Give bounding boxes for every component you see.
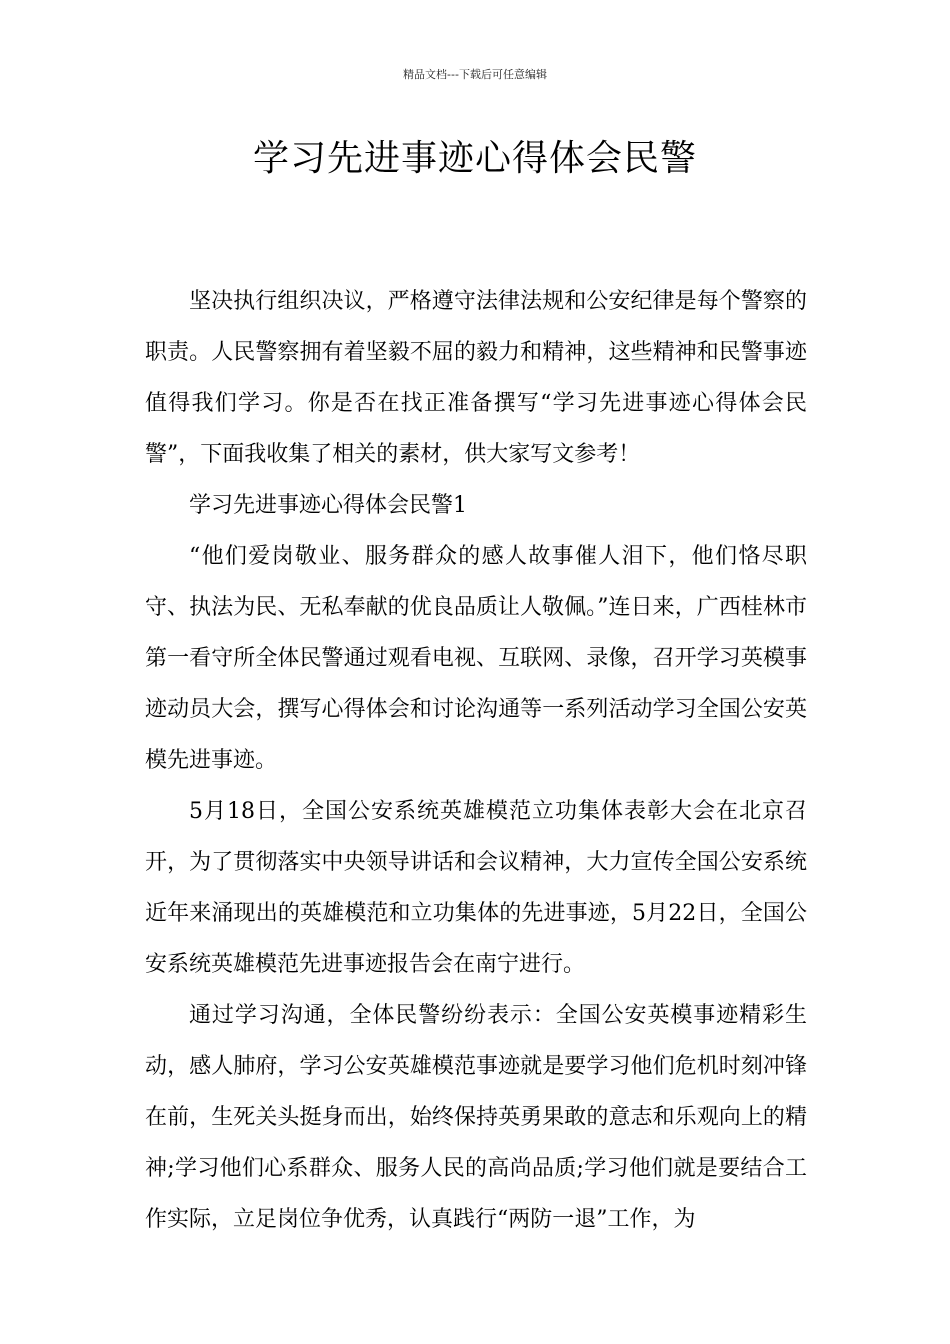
- section-heading: 学习先进事迹心得体会民警1: [189, 493, 467, 518]
- document-title: 学习先进事迹心得体会民警: [252, 138, 697, 179]
- document-body: [145, 276, 807, 1245]
- header-note: 精品文档---下载后可任意编辑: [403, 68, 547, 81]
- paragraph-intro: 坚决执行组织决议，严格遵守法律法规和公安纪律是每个警察的职责。人民警察拥有着坚毅不屈的毅力和精神，这些精神和民警事迹值得我们学习。你是否在找正准备撰写“学习先进事迹心得体会民警”，下面我收集了相关的素材，供大家写文参考！: [145, 289, 807, 467]
- paragraph-quote: “他们爱岗敬业、服务群众的感人故事催人泪下，他们恪尽职守、执法为民、无私奉献的优良品质让人敬佩。”连日来，广西桂林市第一看守所全体民警通过观看电视、互联网、录像，召开学习英模事迹动员大会，撰写心得体会和讨论沟通等一系列活动学习全国公安英模先进事迹。: [145, 544, 807, 773]
- paragraph-conference: 5月18日，全国公安系统英雄模范立功集体表彰大会在北京召开，为了贯彻落实中央领导讲话和会议精神，大力宣传全国公安系统近年来涌现出的英雄模范和立功集体的先进事迹，5月22日，全国公安系统英雄模范先进事迹报告会在南宁进行。: [145, 799, 807, 977]
- paragraph-learning: 通过学习沟通，全体民警纷纷表示：全国公安英模事迹精彩生动，感人肺府，学习公安英雄模范事迹就是要学习他们危机时刻冲锋在前，生死关头挺身而出，始终保持英勇果敢的意志和乐观向上的精神;学习他们心系群众、服务人民的高尚品质;学习他们就是要结合工作实际，立足岗位争优秀，认真践行“两防一退”工作，为: [145, 1003, 807, 1232]
